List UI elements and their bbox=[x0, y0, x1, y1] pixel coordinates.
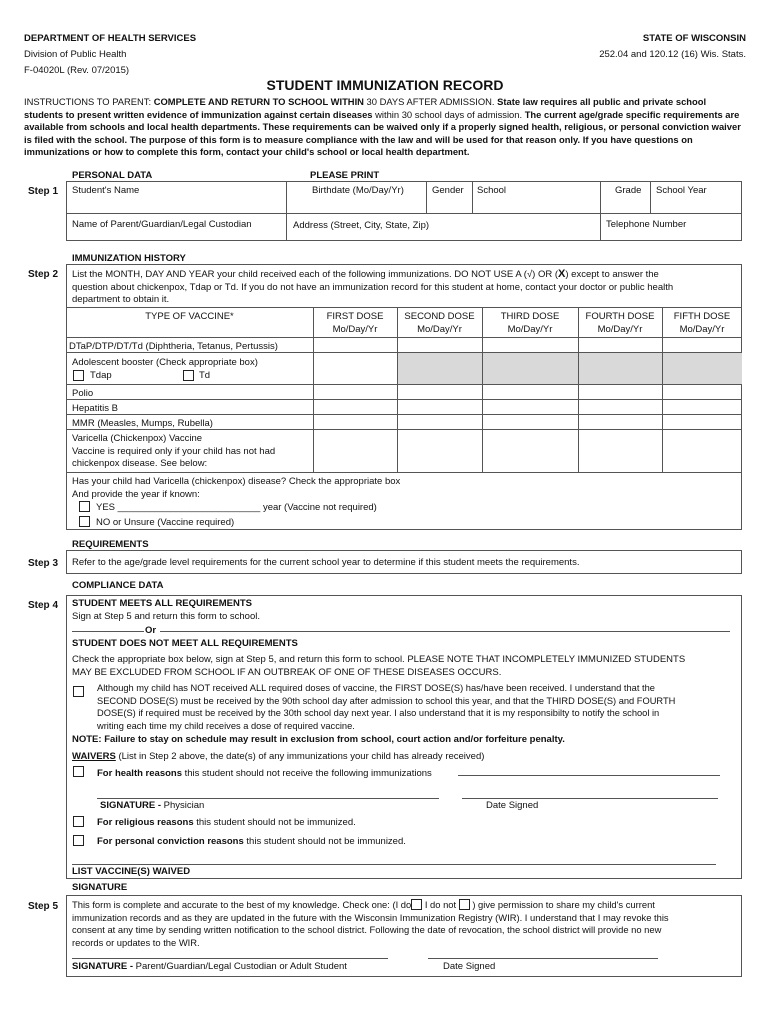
compliance-heading: COMPLIANCE DATA bbox=[72, 580, 164, 591]
waivers-heading: WAIVERS bbox=[72, 751, 116, 762]
birthdate-field[interactable]: Birthdate (Mo/Day/Yr) bbox=[312, 185, 404, 196]
col-unit: Mo/Day/Yr bbox=[597, 324, 643, 335]
although-line-1: Although my child has NOT received ALL required doses of vaccine, the FIRST DOSE(S) has/have been received. I understand that the bbox=[97, 683, 655, 693]
religious-reasons-checkbox[interactable] bbox=[73, 816, 84, 827]
immunization-instr-line-3: department to obtain it. bbox=[72, 294, 170, 306]
immunization-instr-b: ) except to answer the bbox=[565, 269, 659, 280]
department-name: DEPARTMENT OF HEALTH SERVICES bbox=[24, 33, 197, 44]
first-dose-received-checkbox[interactable] bbox=[73, 686, 84, 697]
immunization-history-heading: IMMUNIZATION HISTORY bbox=[72, 253, 186, 264]
division-name: Division of Public Health bbox=[24, 49, 127, 60]
although-line-3: DOSE(S) if required must be received by the 30th school day next year. I also understand that it is my responsibilty to notify the school in bbox=[97, 708, 660, 719]
signature-heading: SIGNATURE bbox=[72, 882, 128, 893]
vaccine-varicella bbox=[72, 433, 275, 471]
consent-line-3: consent at any time by sending written notification to the school district. Following the date of revocation, the school district will provide no new bbox=[72, 924, 662, 936]
vaccine-mmr: MMR (Measles, Mumps, Rubella) bbox=[72, 418, 213, 429]
col-third-dose: THIRD DOSE bbox=[500, 311, 560, 322]
parent-signature-text: Parent/Guardian/Legal Custodian or Adult Student bbox=[133, 961, 347, 972]
divider bbox=[66, 337, 742, 338]
instructions-lead: INSTRUCTIONS TO PARENT: bbox=[24, 96, 154, 107]
col-first-dose: FIRST DOSE bbox=[326, 311, 384, 322]
vaccine-dtap: DTaP/DTP/DT/Td (Diphtheria, Tetanus, Pertussis) bbox=[69, 341, 278, 352]
divider bbox=[66, 213, 742, 214]
personal-conviction-label bbox=[97, 836, 406, 847]
grade-field[interactable]: Grade bbox=[615, 185, 642, 196]
requirements-text: Refer to the age/grade level requirements for the current school year to determine if this student meets the requirements. bbox=[72, 557, 580, 568]
religious-reasons-label bbox=[97, 817, 356, 828]
consent-line-2: immunization records and as they are updated in the future with the Wisconsin Immunization Registry (WIR). I understand that I may revoke this bbox=[72, 911, 669, 923]
tdap-checkbox[interactable] bbox=[73, 370, 84, 381]
religious-reasons-text: this student should not be immunized. bbox=[193, 817, 356, 828]
vaccines-waived-line[interactable] bbox=[72, 864, 716, 865]
step-2-label: Step 2 bbox=[28, 269, 59, 280]
divider bbox=[66, 414, 742, 415]
form-number: F-04020L (Rev. 07/2015) bbox=[24, 65, 130, 76]
varicella-yes-checkbox[interactable] bbox=[79, 501, 90, 512]
health-reasons-checkbox[interactable] bbox=[73, 766, 84, 777]
instructions bbox=[24, 96, 746, 159]
physician-date-label: Date Signed bbox=[486, 800, 539, 811]
note-text: NOTE: Failure to stay on schedule may result in exclusion from school, court action and/or forfeiture penalty. bbox=[72, 734, 565, 745]
divider bbox=[286, 181, 287, 241]
telephone-field[interactable]: Telephone Number bbox=[606, 219, 687, 230]
not-meet-line-1: Check the appropriate box below, sign at Step 5, and return this form to school. PLEASE NOTE THAT INCOMPLETELY IMMUNIZED STUDENTS bbox=[72, 654, 686, 665]
school-field[interactable]: School bbox=[477, 185, 507, 196]
instructions-bold-1: COMPLETE AND RETURN TO SCHOOL WITHIN bbox=[153, 96, 364, 107]
vaccine-hepatitis-b: Hepatitis B bbox=[72, 403, 118, 414]
physician-date-line[interactable] bbox=[462, 798, 718, 799]
varicella-no-label: NO or Unsure (Vaccine required) bbox=[96, 517, 235, 528]
vaccine-adolescent-booster: Adolescent booster (Check appropriate box) bbox=[72, 357, 258, 368]
health-reasons-text: this student should not receive the following immunizations bbox=[182, 768, 432, 779]
personal-conviction-checkbox[interactable] bbox=[73, 835, 84, 846]
varicella-question-line-1: Has your child had Varicella (chickenpox) disease? Check the appropriate box bbox=[72, 476, 401, 487]
parent-name-field[interactable]: Name of Parent/Guardian/Legal Custodian bbox=[72, 219, 252, 230]
immunization-instr-a: List the MONTH, DAY AND YEAR your child received each of the following immunizations. DO NOT USE A (√) OR ( bbox=[72, 269, 559, 280]
health-reasons-label bbox=[97, 768, 432, 779]
varicella-yes-label: YES ___________________________ year (Vaccine not required) bbox=[96, 502, 377, 513]
list-vaccines-waived-label: LIST VACCINE(S) WAIVED bbox=[72, 866, 191, 877]
tdap-label: Tdap bbox=[90, 370, 112, 381]
step-4-label: Step 4 bbox=[28, 600, 59, 611]
td-label: Td bbox=[199, 370, 211, 381]
waivers-text: (List in Step 2 above, the date(s) of any immunizations your child has already received) bbox=[115, 751, 485, 762]
personal-conviction-bold: For personal conviction reasons bbox=[97, 836, 244, 847]
physician-signature-bold: SIGNATURE - bbox=[100, 800, 162, 811]
instructions-bold-2: State law requires all public and private school students to present written evidence of immunization against certain diseases bbox=[24, 96, 707, 120]
divider bbox=[66, 429, 742, 430]
col-unit: Mo/Day/Yr bbox=[417, 324, 462, 335]
vaccine-polio: Polio bbox=[72, 388, 94, 399]
although-line-4: writing each time my child receives a dose of required vaccine. bbox=[97, 720, 355, 731]
varicella-line-3: chickenpox disease. See below: bbox=[72, 458, 208, 470]
parent-signature-bold: SIGNATURE - bbox=[72, 961, 134, 972]
consent-line-1b: I do not bbox=[422, 899, 459, 910]
step-5-label: Step 5 bbox=[28, 901, 59, 912]
col-unit: Mo/Day/Yr bbox=[679, 324, 725, 335]
state-name: STATE OF WISCONSIN bbox=[642, 33, 746, 44]
varicella-no-checkbox[interactable] bbox=[79, 516, 90, 527]
address-field[interactable]: Address (Street, City, State, Zip) bbox=[293, 220, 430, 231]
consent-line-1a: This form is complete and accurate to the best of my knowledge. Check one: (I do bbox=[72, 899, 412, 910]
religious-reasons-bold: For religious reasons bbox=[97, 817, 194, 828]
col-unit: Mo/Day/Yr bbox=[332, 324, 378, 335]
meets-requirements-sub: Sign at Step 5 and return this form to school. bbox=[72, 611, 260, 622]
divider bbox=[72, 631, 144, 632]
gender-field[interactable]: Gender bbox=[432, 185, 464, 196]
first-dose-received-text bbox=[97, 682, 675, 732]
immunizations-line[interactable] bbox=[458, 775, 720, 776]
parent-date-label: Date Signed bbox=[443, 961, 496, 972]
physician-signature-line[interactable] bbox=[97, 798, 439, 799]
immunization-instructions bbox=[72, 268, 738, 307]
col-second-dose: SECOND DOSE bbox=[404, 311, 475, 322]
col-fifth-dose: FIFTH DOSE bbox=[673, 311, 731, 322]
divider bbox=[600, 181, 601, 241]
col-type-of-vaccine: TYPE OF VACCINE* bbox=[145, 311, 234, 322]
personal-data-heading: PERSONAL DATA bbox=[72, 170, 153, 181]
consent-do-not-checkbox[interactable] bbox=[459, 899, 470, 910]
varicella-line-1: Varicella (Chickenpox) Vaccine bbox=[72, 433, 203, 444]
not-meet-heading: STUDENT DOES NOT MEET ALL REQUIREMENTS bbox=[72, 638, 298, 649]
parent-date-line[interactable] bbox=[428, 958, 658, 959]
please-print-label: PLEASE PRINT bbox=[310, 170, 380, 181]
not-meet-instructions bbox=[72, 654, 685, 679]
divider bbox=[66, 384, 742, 385]
parent-signature-label bbox=[72, 961, 347, 972]
physician-signature-label bbox=[100, 800, 204, 811]
varicella-question bbox=[72, 476, 400, 501]
varicella-line-2: Vaccine is required only if your child has not had bbox=[72, 445, 276, 457]
divider bbox=[650, 181, 651, 213]
school-year-field[interactable]: School Year bbox=[656, 185, 707, 196]
consent-line-1c: ) give permission to share my child's current bbox=[469, 899, 655, 910]
shaded-cell bbox=[397, 352, 742, 384]
waivers-line bbox=[72, 751, 484, 762]
divider bbox=[66, 307, 742, 308]
although-line-2: SECOND DOSE(S) must be received by the 90th school day after admission to school this year, and that the THIRD DOSE(S) and FOURTH bbox=[97, 695, 676, 706]
td-checkbox[interactable] bbox=[183, 370, 194, 381]
instructions-text-2: within 30 school days of admission. bbox=[372, 108, 525, 120]
physician-signature-text: Physician bbox=[161, 800, 205, 811]
health-reasons-bold: For health reasons bbox=[97, 768, 182, 779]
student-name-field[interactable]: Student's Name bbox=[72, 185, 140, 196]
divider bbox=[472, 181, 473, 213]
varicella-question-line-2: And provide the year if known: bbox=[72, 488, 200, 500]
not-meet-line-2: MAY BE EXCLUDED FROM SCHOOL IF AN OUTBREAK OF ONE OF THESE DISEASES OCCURS. bbox=[72, 666, 502, 678]
divider bbox=[426, 181, 427, 213]
page-title: STUDENT IMMUNIZATION RECORD bbox=[266, 77, 504, 93]
statute-reference: 252.04 and 120.12 (16) Wis. Stats. bbox=[599, 49, 746, 60]
col-unit: Mo/Day/Yr bbox=[507, 324, 553, 335]
divider bbox=[66, 352, 742, 353]
instructions-text-1: 30 DAYS AFTER ADMISSION. bbox=[363, 96, 498, 107]
divider bbox=[160, 631, 730, 632]
personal-conviction-text: this student should not be immunized. bbox=[243, 836, 406, 847]
meets-requirements-heading: STUDENT MEETS ALL REQUIREMENTS bbox=[72, 598, 252, 609]
divider bbox=[66, 399, 742, 400]
consent-text bbox=[72, 899, 669, 949]
step-1-label: Step 1 bbox=[28, 186, 59, 197]
parent-signature-line[interactable] bbox=[72, 958, 388, 959]
consent-do-checkbox[interactable] bbox=[411, 899, 422, 910]
instructions-bold-3: The current age/grade specific requirements are available from schools and local health departments. These requirements can be waived only if a properly signed health, religious, or personal conviction waiver is filed with the school. The purpose of this form is to measure compliance with the law and will be used for that reason only. If you have questions on immunizations or how to complete this form, contact your child's school or local health department. bbox=[24, 108, 741, 158]
requirements-heading: REQUIREMENTS bbox=[72, 539, 149, 550]
or-label: Or bbox=[145, 625, 157, 636]
x-mark: X bbox=[558, 268, 566, 280]
step-3-label: Step 3 bbox=[28, 558, 59, 569]
divider bbox=[66, 472, 742, 473]
immunization-instr-line-2: question about chickenpox, Tdap or Td. If you do not have an immunization record for this student at home, contact your doctor or public health bbox=[72, 281, 674, 293]
col-fourth-dose: FOURTH DOSE bbox=[585, 311, 655, 322]
consent-line-4: records or updates to the WIR. bbox=[72, 936, 200, 948]
